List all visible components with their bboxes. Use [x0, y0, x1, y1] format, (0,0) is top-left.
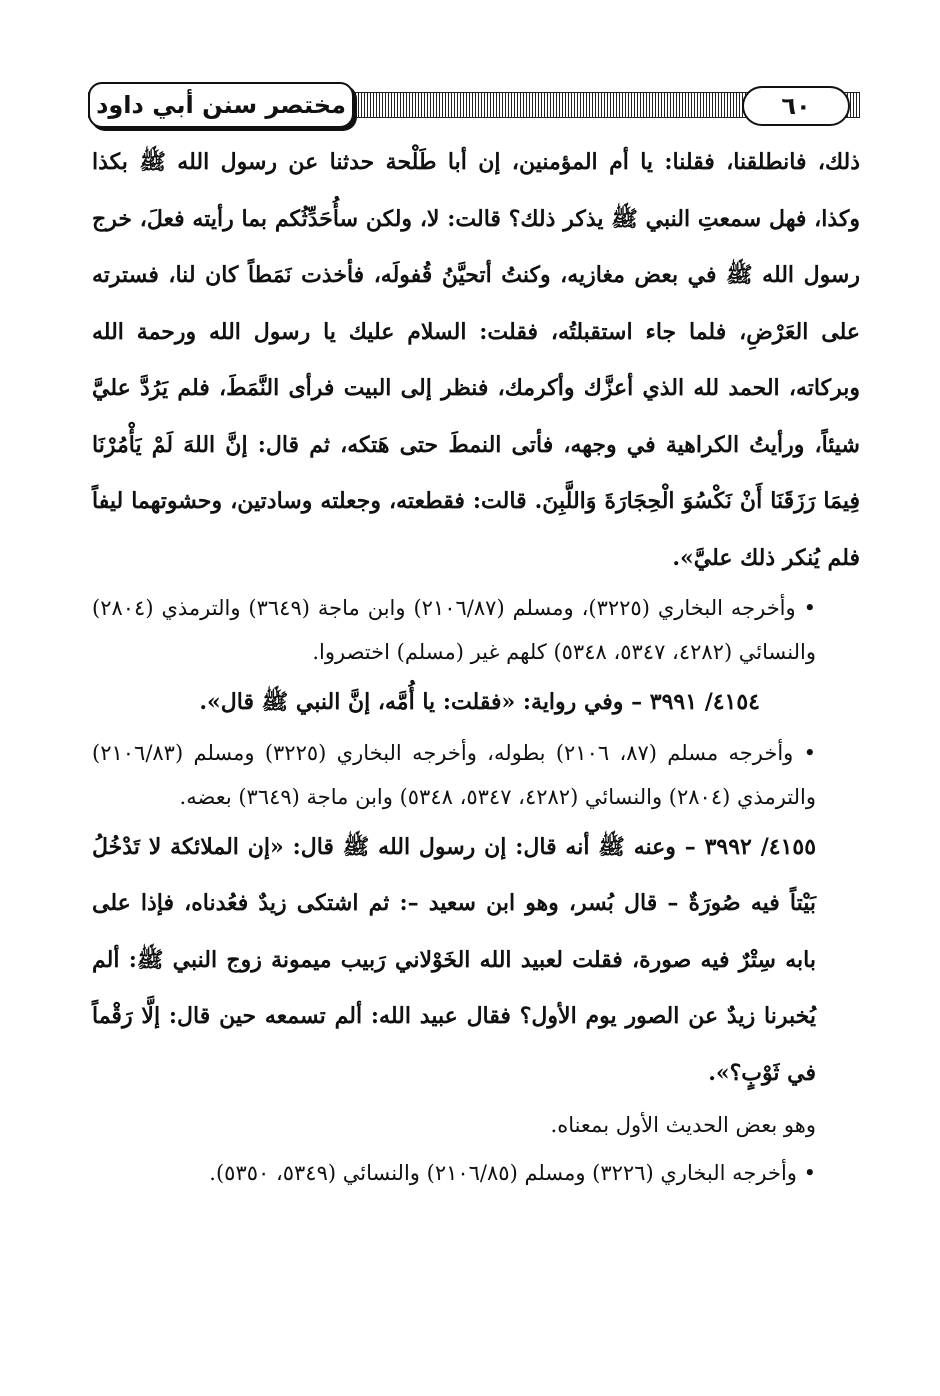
hadith-continuation-paragraph: ذلك، فانطلقنا، فقلنا: يا أم المؤمنين، إن أبا طَلْحة حدثنا عن رسول الله ﷺ بكذا وكذا، فهل سمعتِ النبي ﷺ يذكر ذلك؟ قالت: لا، ولكن سأُحَدِّثُكم بما رأيته فعلَ، خرج رسول الله ﷺ في بعض مغازيه، وكنتُ أتحيَّنُ قُفولَه، فأخذت نَمَطاً كان لنا، فسترته على العَرْضِ، فلما جاء استقبلتُه، فقلت: السلام عليك يا رسول الله ورحمة الله وبركاته، الحمد لله الذي أعزَّك وأكرمك، فنظر إلى البيت فرأى النَّمَطَ، فلم يَرُدَّ عليَّ شيئاً، ورأيتُ الكراهية في وجهه، فأتى النمطَ حتى هَتكه، ثم قال: إنَّ اللهَ لَمْ يَأْمُرْنَا فِيمَا رَزَقَنَا أَنْ نَكْسُوَ الْحِجَارَةَ وَاللَّبِنَ. قالت: فقطعته، وجعلته وسادتين، وحشوتهما ليفاً فلم يُنكر ذلك عليَّ».: [92, 149, 860, 571]
hadith-note: وهو بعض الحديث الأول بمعناه.: [550, 1113, 816, 1137]
page-number-box: [742, 86, 850, 126]
page-header: [88, 82, 860, 130]
takhrij-reference-3: • وأخرجه البخاري (٣٢٢٦) ومسلم (٢١٠٦/٨٥) والنسائي (٥٣٤٩، ٥٣٥٠).: [209, 1161, 816, 1185]
hadith-4154: ٤١٥٤/ ٣٩٩١ – وفي رواية: «فقلت: يا أُمَّه، إنَّ النبي ﷺ قال».: [199, 689, 760, 715]
book-title-box: [88, 82, 354, 128]
takhrij-reference-1: • وأخرجه البخاري (٣٢٢٥)، ومسلم (٢١٠٦/٨٧) وابن ماجة (٣٦٤٩) والترمذي (٢٨٠٤) والنسائي (٤٢٨٢، ٥٣٤٧، ٥٣٤٨) كلهم غير (مسلم) اختصروا.: [92, 596, 816, 664]
page-number: ٦٠: [781, 92, 811, 120]
page-body: [92, 134, 860, 1197]
hadith-4155: ٤١٥٥/ ٣٩٩٢ – وعنه ﷺ أنه قال: إن رسول الله ﷺ قال: «إن الملائكة لا تَدْخُلُ بَيْتاً فيه صُورَةٌ – قال بُسر، وهو ابن سعيد –: ثم اشتكى زيدٌ فعُدناه، فإذا على بابه سِتْرٌ فيه صورة، فقلت لعبيد الله الخَوْلاني رَبيب ميمونة زوج النبي ﷺ: ألم يُخبرنا زيدٌ عن الصور يوم الأول؟ فقال عبيد الله: ألم تسمعه حين قال: إلَّا رَقْماً في ثَوْبٍ؟».: [92, 833, 817, 1086]
book-title: مختصر سنن أبي داود: [96, 91, 346, 119]
takhrij-reference-2: • وأخرجه مسلم (٨٧، ٢١٠٦) بطوله، وأخرجه البخاري (٣٢٢٥) ومسلم (٢١٠٦/٨٣) والترمذي (٢٨٠٤) والنسائي (٤٢٨٢، ٥٣٤٧، ٥٣٤٨) وابن ماجة (٣٦٤٩) بعضه.: [92, 740, 816, 809]
